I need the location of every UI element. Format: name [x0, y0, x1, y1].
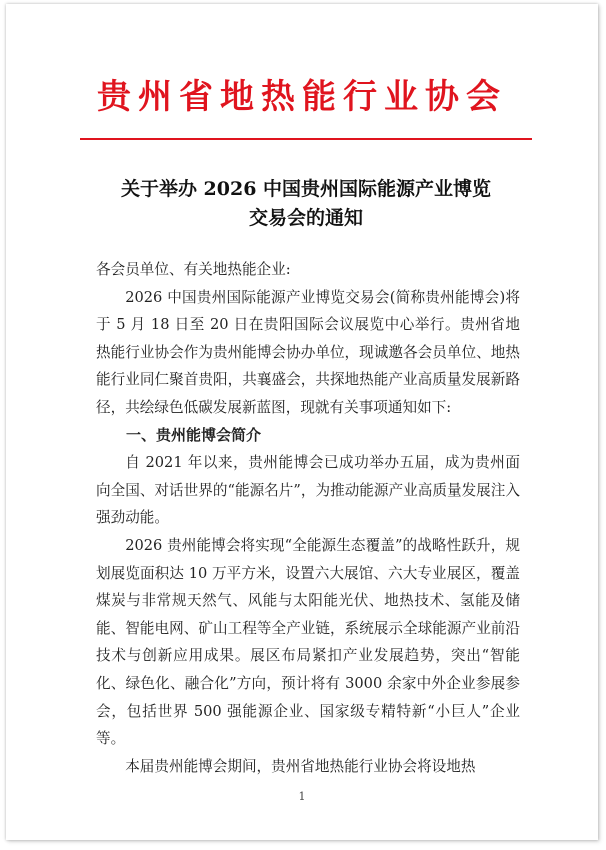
document-page	[6, 4, 598, 840]
body-paragraph: 2026 贵州能博会将实现“全能源生态覆盖”的战略性跃升，规划展览面积达 10 万平方米，设置六大展馆、六大专业展区，覆盖煤炭与非常规天然气、风能与太阳能光伏、地热技术、氢能及储能、智能电网、矿山工程等全产业链，系统展示全球能源产业前沿技术与创新应用成果。展区布局紧扣产业发展趋势，突出“智能化、绿色化、融合化”方向，预计将有 3000 余家中外企业参展参会，包括世界 500 强能源企业、国家级专精特新“小巨人”企业等。	[96, 536, 520, 748]
section-heading-expo-intro: 一、贵州能博会简介	[126, 425, 262, 444]
intro-paragraph: 2026 中国贵州国际能源产业博览交易会(简称贵州能博会)将于 5 月 18 日至 20 日在贵阳国际会议展览中心举行。贵州省地热能行业协会作为贵州能博会协办单位，现诚邀各会员单位、地热能行业同仁聚首贵阳，共襄盛会，共探地热能产业高质量发展新路径，共绘绿色低碳发展新蓝图，现就有关事项通知如下:	[96, 288, 520, 416]
letterhead-red-rule	[80, 138, 532, 140]
salutation: 各会员单位、有关地热能企业:	[96, 261, 291, 278]
notice-title-line-1: 关于举办 2026 中国贵州国际能源产业博览	[120, 178, 492, 200]
notice-title	[66, 175, 546, 233]
notice-title-line-2: 交易会的通知	[248, 207, 363, 229]
page-number: 1	[298, 790, 306, 803]
organization-letterhead: 贵州省地热能行业协会	[97, 77, 507, 117]
body-paragraph: 自 2021 年以来，贵州能博会已成功举办五届，成为贵州面向全国、对话世界的“能源名片”，为推动能源产业高质量发展注入强劲动能。	[96, 454, 520, 527]
notice-body	[96, 256, 520, 780]
body-paragraph: 本届贵州能博会期间，贵州省地热能行业协会将设地热	[125, 757, 476, 775]
